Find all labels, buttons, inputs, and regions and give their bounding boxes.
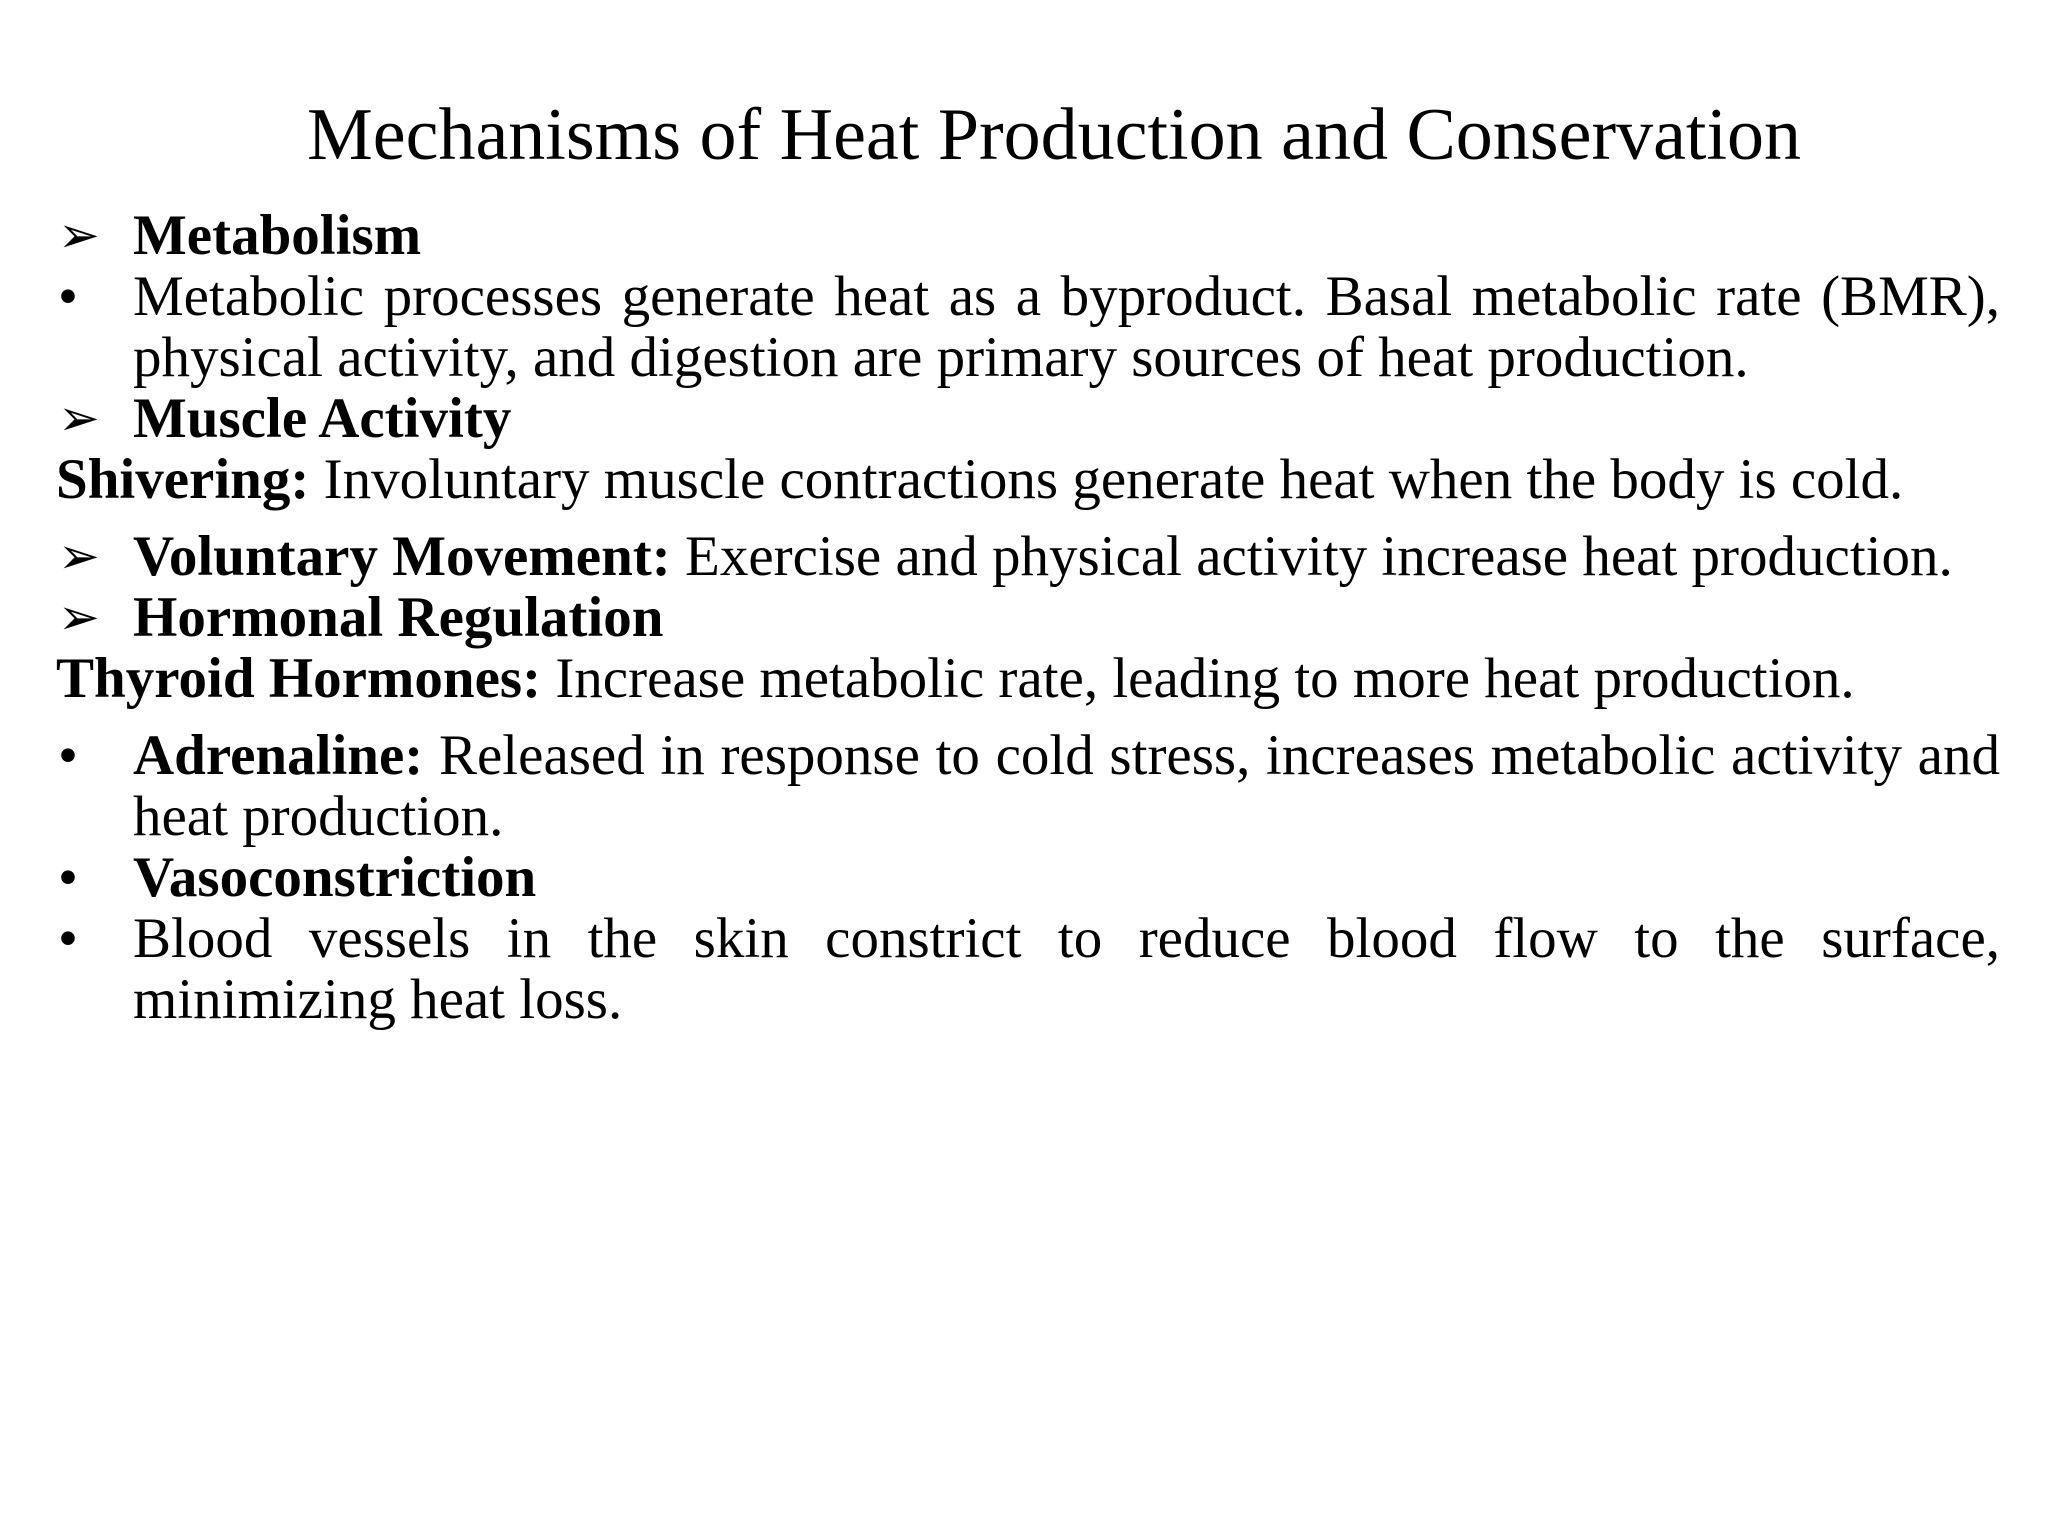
shivering-text: Involuntary muscle contractions generate heat when the body is cold. — [309, 448, 1904, 511]
bullet-icon: • — [58, 724, 78, 787]
shivering-label: Shivering: — [56, 448, 310, 511]
adrenaline-label: Adrenaline: — [133, 724, 424, 787]
heading-metabolism — [56, 205, 2000, 266]
vasoconstriction-text: Blood vessels in the skin constrict to reduce blood flow to the surface, minimizing heat loss. — [133, 907, 2000, 1031]
heading-metabolism-label: Metabolism — [133, 204, 422, 267]
bullet-icon: • — [58, 907, 78, 970]
bullet-icon: • — [58, 265, 78, 328]
arrow-bullet-icon: ➢ — [58, 527, 100, 585]
vasoconstriction-heading: Vasoconstriction — [133, 846, 537, 909]
heading-hormonal-regulation-label: Hormonal Regulation — [133, 586, 664, 649]
slide-title: Mechanisms of Heat Production and Conservation — [306, 94, 1802, 176]
bullet-adrenaline — [56, 725, 2000, 847]
paragraph-shivering — [56, 449, 2000, 510]
bullet-icon: • — [58, 846, 78, 909]
bullet-vasoconstriction-heading — [56, 847, 2000, 908]
bullet-vasoconstriction-text — [56, 908, 2000, 1030]
thyroid-text: Increase metabolic rate, leading to more heat production. — [541, 647, 1855, 710]
voluntary-label: Voluntary Movement: — [133, 525, 671, 588]
heading-voluntary-movement — [56, 526, 2000, 587]
adrenaline-text: Released in response to cold stress, increases metabolic activity and heat production. — [133, 724, 2000, 848]
heading-muscle-activity-label: Muscle Activity — [133, 387, 512, 450]
arrow-bullet-icon: ➢ — [58, 588, 100, 646]
heading-hormonal-regulation — [56, 587, 2000, 648]
arrow-bullet-icon: ➢ — [58, 389, 100, 447]
bullet-metabolism-text: Metabolic processes generate heat as a byproduct. Basal metabolic rate (BMR), physical activity, and digestion are primary sources of heat production. — [133, 265, 2000, 389]
bullet-metabolism — [56, 266, 2000, 388]
thyroid-label: Thyroid Hormones: — [56, 647, 542, 710]
slide-content — [56, 205, 2000, 1030]
voluntary-text: Exercise and physical activity increase heat production. — [670, 525, 1953, 588]
heading-muscle-activity — [56, 388, 2000, 449]
paragraph-thyroid — [56, 648, 2000, 709]
arrow-bullet-icon: ➢ — [58, 206, 100, 264]
